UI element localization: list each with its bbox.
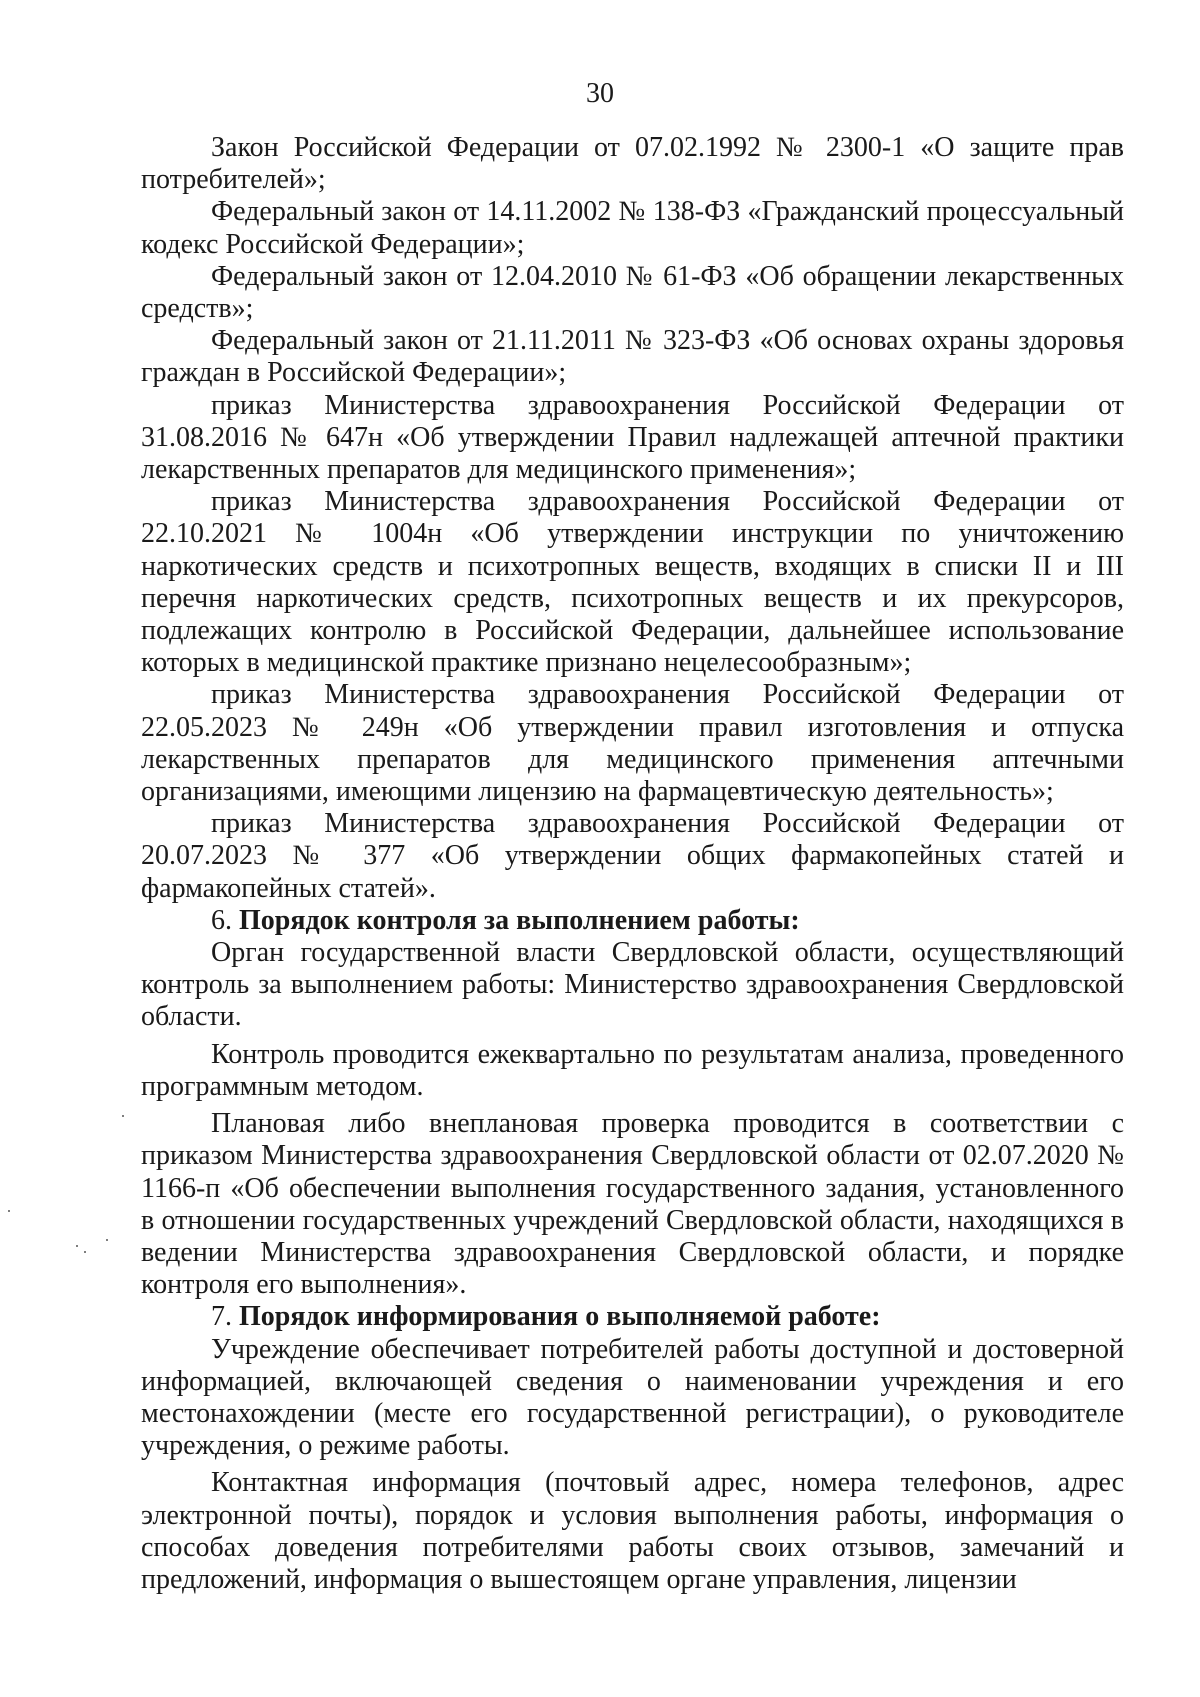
- legal-act-item: Федеральный закон от 12.04.2010 № 61-ФЗ «Об обращении лекарственных средств»;: [141, 260, 1124, 325]
- section-6-paragraph: Плановая либо внеплановая проверка проводится в соответствии с приказом Министерства здравоохранения Свердловской области от 02.07.2020 № 1166-п «Об обеспечении выполнения государственного задания, установленного в отношении государственных учреждений Свердловской области, находящихся в ведении Министерства здравоохранения Свердловской области, и порядке контроля его выполнения».: [141, 1108, 1124, 1301]
- legal-act-item: приказ Министерства здравоохранения Российской Федерации от 22.05.2023 № 249н «Об утверждении правил изготовления и отпуска лекарственных препаратов для медицинского применения аптечными организациями, имеющими лицензию на фармацевтическую деятельность»;: [141, 679, 1124, 808]
- section-7-heading: [141, 1301, 1124, 1333]
- scan-speck: [84, 1251, 86, 1253]
- legal-act-item: Закон Российской Федерации от 07.02.1992 № 2300-1 «О защите прав потребителей»;: [141, 132, 1124, 196]
- scan-speck: [122, 1115, 124, 1117]
- section-6-paragraph: Контроль проводится ежеквартально по результатам анализа, проведенного программным методом.: [141, 1038, 1124, 1102]
- scan-speck: [106, 1239, 108, 1241]
- legal-act-item: Федеральный закон от 14.11.2002 № 138-ФЗ «Гражданский процессуальный кодекс Российской Федерации»;: [141, 196, 1124, 260]
- section-6-paragraph: Орган государственной власти Свердловской области, осуществляющий контроль за выполнением работы: Министерство здравоохранения Свердловской области.: [141, 937, 1124, 1033]
- section-7-title: Порядок информирования о выполняемой работе:: [239, 1301, 881, 1333]
- section-7-paragraph: Учреждение обеспечивает потребителей работы доступной и достоверной информацией, включающей сведения о наименовании учреждения и его местонахождении (месте его государственной регистрации), о руководителе учреждения, о режиме работы.: [141, 1333, 1124, 1462]
- page-number: 30: [586, 78, 614, 109]
- legal-act-item: приказ Министерства здравоохранения Российской Федерации от 22.10.2021 № 1004н «Об утверждении инструкции по уничтожению наркотических средств и психотропных веществ, входящих в списки II и III перечня наркотических средств, психотропных веществ и их прекурсоров, подлежащих контролю в Российской Федерации, дальнейшее использование которых в медицинской практике признано нецелесообразным»;: [141, 486, 1124, 679]
- section-7-number: 7.: [211, 1301, 232, 1333]
- section-7-paragraph: Контактная информация (почтовый адрес, номера телефонов, адрес электронной почты), порядок и условия выполнения работы, информация о способах доведения потребителями работы своих отзывов, замечаний и предложений, информация о вышестоящем органе управления, лицензии: [141, 1467, 1124, 1595]
- section-6-heading: [141, 905, 1124, 937]
- document-body: [141, 132, 1124, 1596]
- scan-speck: [76, 1245, 78, 1247]
- legal-act-item: Федеральный закон от 21.11.2011 № 323-ФЗ «Об основах охраны здоровья граждан в Российской Федерации»;: [141, 325, 1124, 389]
- legal-act-item: приказ Министерства здравоохранения Российской Федерации от 31.08.2016 № 647н «Об утверждении Правил надлежащей аптечной практики лекарственных препаратов для медицинского применения»;: [141, 389, 1124, 486]
- legal-act-item: приказ Министерства здравоохранения Российской Федерации от 20.07.2023 № 377 «Об утверждении общих фармакопейных статей и фармакопейных статей».: [141, 808, 1124, 904]
- section-6-title: Порядок контроля за выполнением работы:: [239, 904, 800, 936]
- scan-speck: [8, 1210, 10, 1212]
- section-6-number: 6.: [211, 904, 232, 936]
